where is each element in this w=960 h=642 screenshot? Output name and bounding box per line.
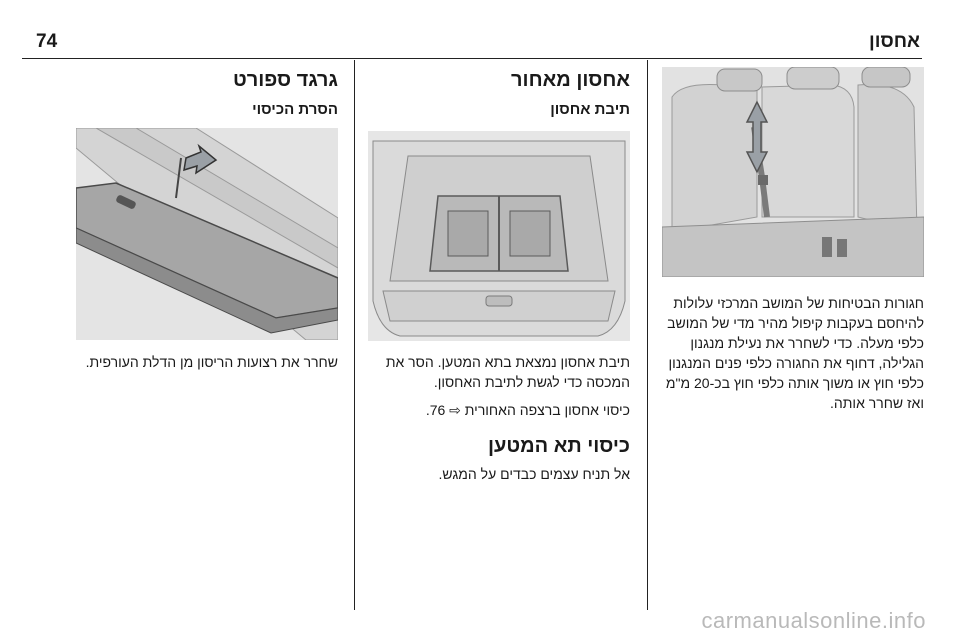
left-column-headings xyxy=(76,68,338,120)
load-cover-figure xyxy=(76,128,338,340)
cover-removal-subheading: הסרת הכיסוי xyxy=(252,101,338,118)
watermark: carmanualsonline.info xyxy=(701,608,926,633)
middle-column-text xyxy=(368,352,630,484)
column-divider-right xyxy=(647,60,648,610)
load-cover-heading: כיסוי תא המטען xyxy=(487,435,630,457)
page-number: 74 xyxy=(36,31,58,52)
storage-box-subheading: תיבת אחסון xyxy=(550,101,630,118)
seatbelt-figure xyxy=(662,67,924,277)
floor-cover-reference: כיסוי אחסון ברצפה האחורית ⇨ 76. xyxy=(425,402,630,418)
cover-removal-paragraph: שחרר את רצועות הריסון מן הדלת העורפית. xyxy=(85,354,338,370)
storage-box-figure xyxy=(368,131,630,341)
seatbelt-paragraph: חגורות הבטיחות של המושב המרכזי עלולות להיחסם בעקבות קיפול מהיר מדי של המושב כלפי מעלה. כדי לשחרר את נעילת מנגנון הגלילה, דחוף את החגורה כלפי פנים המנגנון כלפי חוץ או משוך אותה כלפי חוץ בכ-20 מ"מ ואז שחרר אותה. xyxy=(665,295,924,411)
column-divider-left xyxy=(354,60,355,610)
section-title: אחסון xyxy=(869,31,920,52)
header-rule xyxy=(22,58,922,59)
middle-column-headings xyxy=(368,68,630,120)
load-cover-paragraph: אל תניח עצמים כבדים על המגש. xyxy=(438,466,630,482)
right-column-text xyxy=(662,293,924,413)
sports-tourer-heading: גרגד ספורט xyxy=(232,69,338,91)
storage-box-paragraph: תיבת אחסון נמצאת בתא המטען. הסר את המכסה כדי לגשת לתיבת האחסון. xyxy=(385,354,630,390)
rear-storage-heading: אחסון מאחור xyxy=(511,69,630,91)
left-column-text xyxy=(76,352,338,372)
